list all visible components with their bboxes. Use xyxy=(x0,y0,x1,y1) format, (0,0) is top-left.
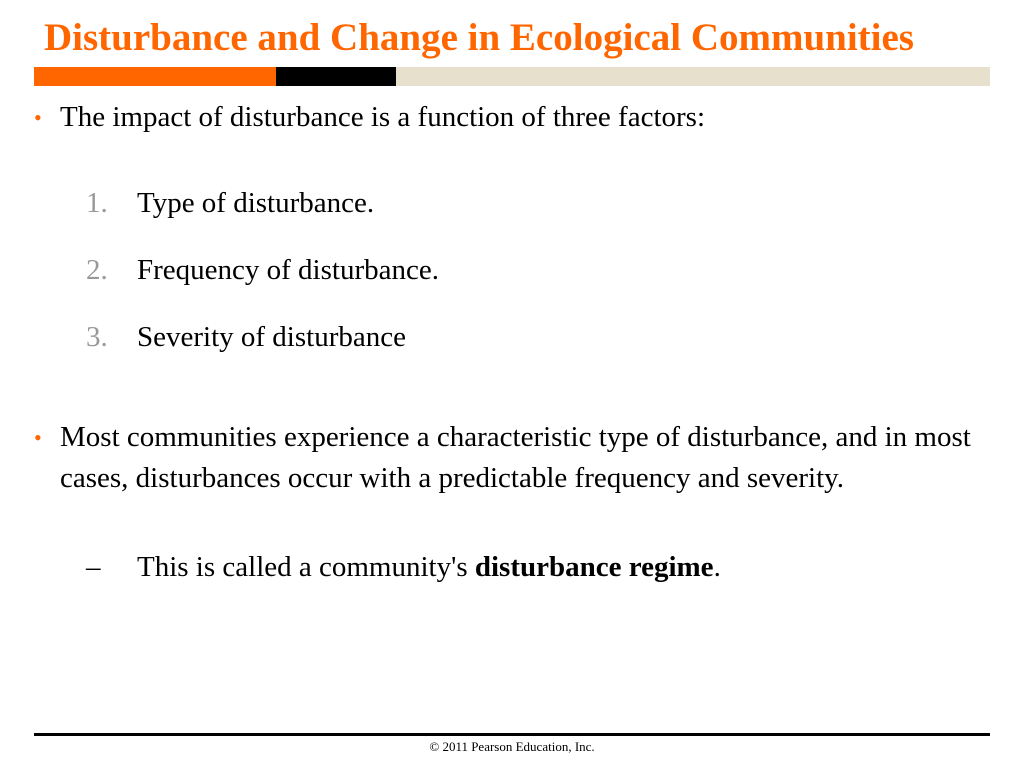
bullet-item-2 xyxy=(34,417,990,499)
factor-number: 3. xyxy=(86,321,108,353)
title-bar-beige-segment xyxy=(396,67,990,86)
title-underline-bar xyxy=(34,67,990,86)
sub-bullet-marker: – xyxy=(86,551,101,583)
factor-text: Type of disturbance. xyxy=(137,187,375,219)
footer-divider xyxy=(34,733,990,736)
factor-text: Frequency of disturbance. xyxy=(137,254,439,286)
title-bar-orange-segment xyxy=(34,67,276,86)
copyright-footer: © 2011 Pearson Education, Inc. xyxy=(429,739,595,754)
bullet-text: Most communities experience a characteristic type of disturbance, and in most cases, disturbances occur with a predictable frequency and severity. xyxy=(60,421,971,494)
bullet-text: The impact of disturbance is a function of three factors: xyxy=(60,101,706,133)
sub-bullet-item xyxy=(86,547,721,588)
factor-item-2 xyxy=(86,250,439,291)
bullet-marker: • xyxy=(34,105,42,130)
factor-text: Severity of disturbance xyxy=(137,321,406,353)
sub-bullet-text-before: This is called a community's xyxy=(137,551,475,583)
factor-item-1 xyxy=(86,183,374,224)
bullet-item-1 xyxy=(34,97,990,138)
key-term-disturbance-regime: disturbance regime xyxy=(474,551,714,583)
sub-bullet-text xyxy=(137,547,721,588)
factor-number: 2. xyxy=(86,254,108,286)
bullet-marker: • xyxy=(34,425,42,450)
factor-item-3 xyxy=(86,317,406,358)
sub-bullet-text-after: . xyxy=(713,551,721,583)
title-bar-black-segment xyxy=(276,67,396,86)
factor-number: 1. xyxy=(86,187,108,219)
slide-title: Disturbance and Change in Ecological Communities xyxy=(44,16,914,59)
